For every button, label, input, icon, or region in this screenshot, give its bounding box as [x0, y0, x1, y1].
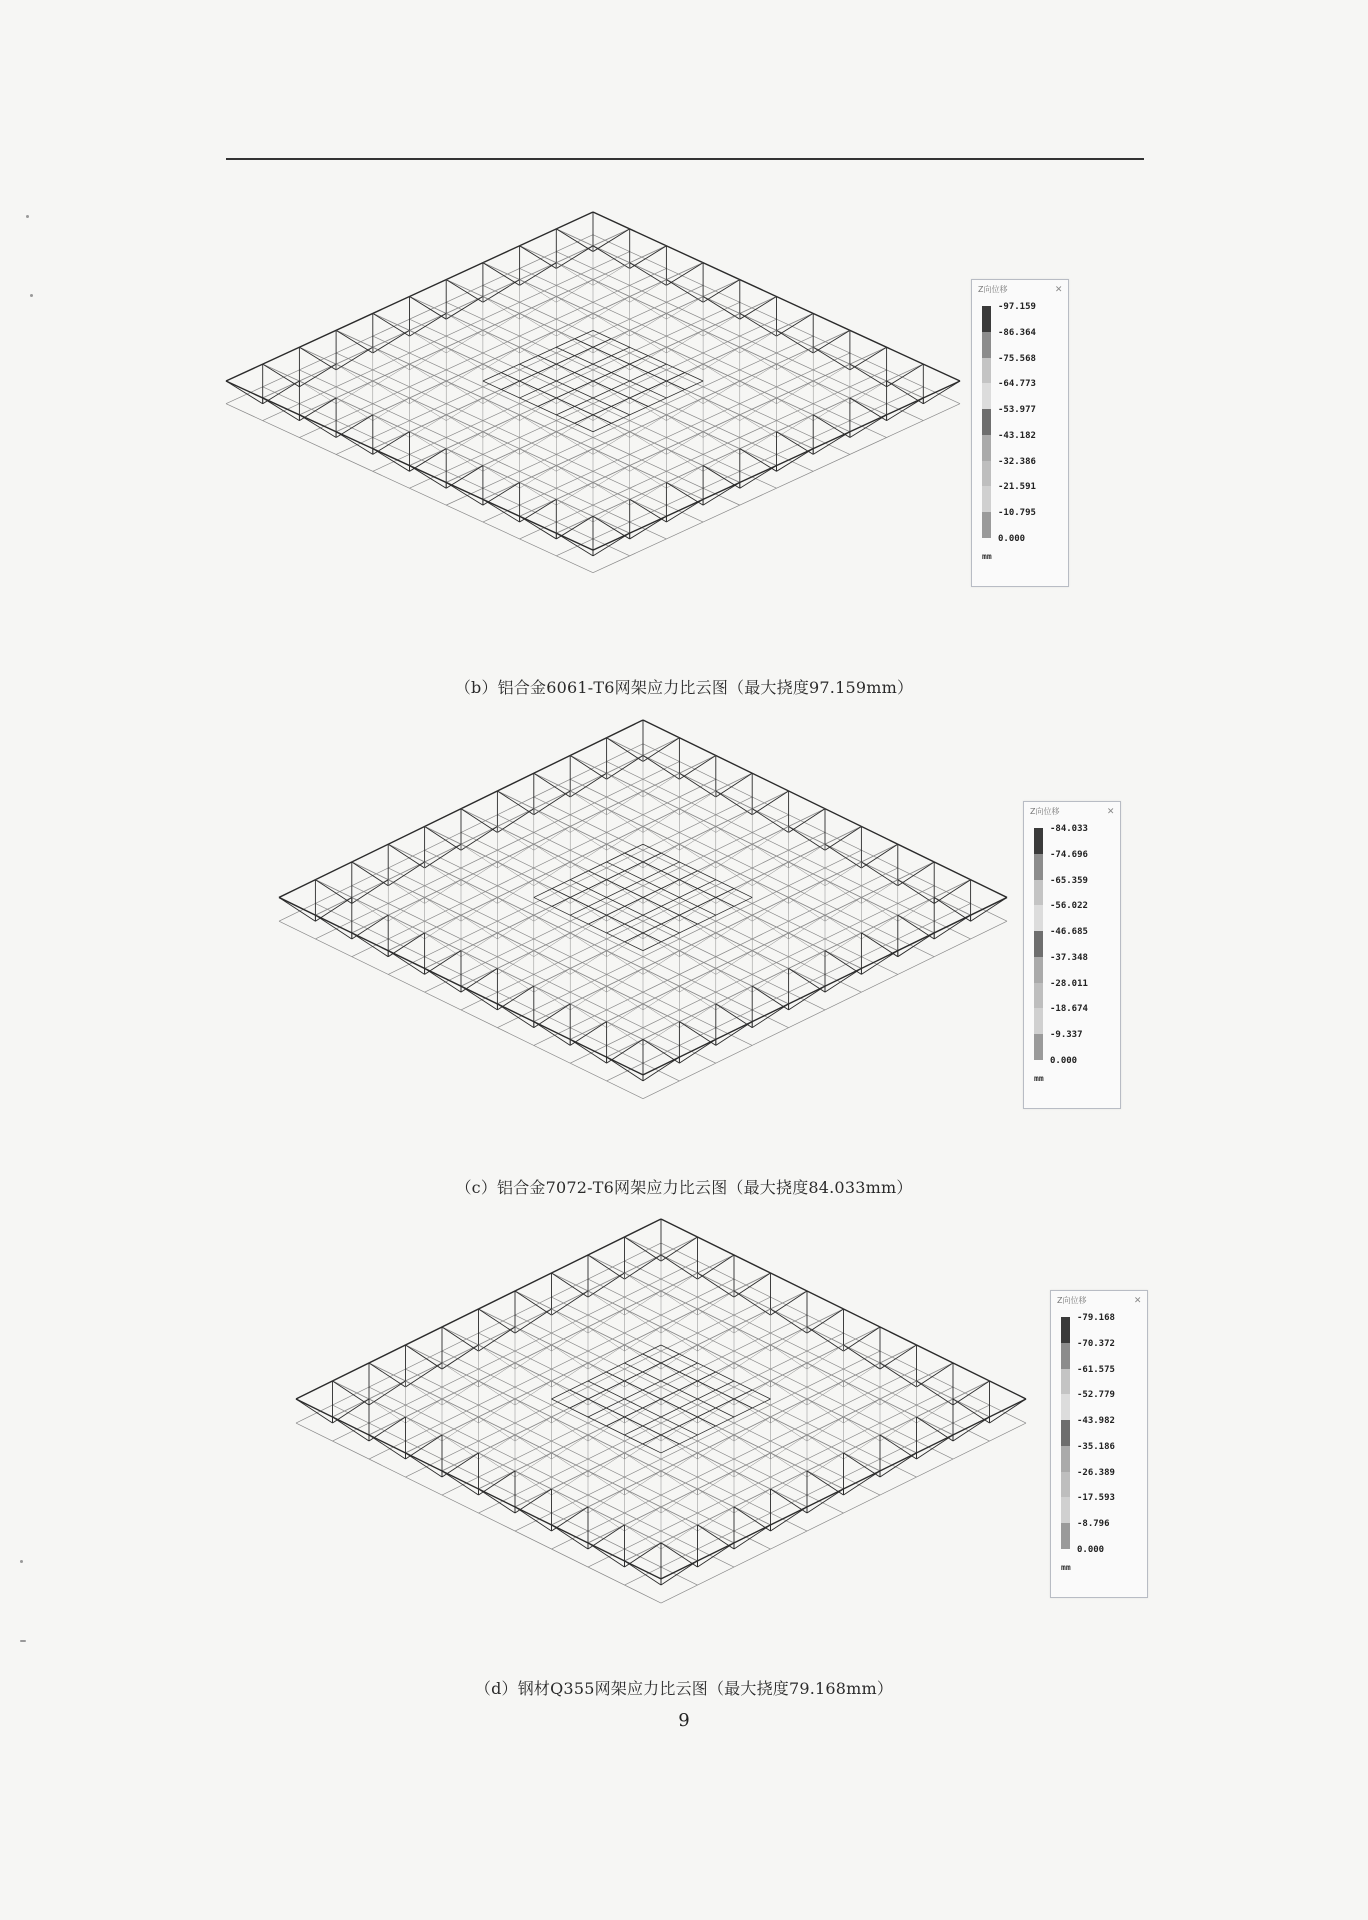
color-swatch — [982, 332, 991, 358]
web-member — [296, 1399, 333, 1423]
color-swatch — [982, 306, 991, 332]
web-member — [844, 1327, 881, 1351]
legend-value: -75.568 — [998, 353, 1036, 364]
scan-speck — [20, 1640, 26, 1642]
color-swatch — [1061, 1343, 1070, 1369]
color-swatch — [1034, 905, 1043, 931]
color-scale-bar — [1034, 828, 1043, 1060]
legend-value: -61.575 — [1077, 1364, 1115, 1375]
legend-unit: mm — [982, 552, 992, 561]
color-swatch — [1061, 1446, 1070, 1472]
color-swatch — [982, 409, 991, 435]
web-member — [703, 280, 740, 303]
web-member — [497, 791, 533, 815]
web-member — [483, 263, 520, 286]
legend-value: -64.773 — [998, 379, 1036, 390]
color-swatch — [982, 486, 991, 512]
web-member — [789, 809, 825, 833]
web-member — [971, 897, 1007, 921]
legend-value: -46.685 — [1050, 927, 1088, 938]
legend-value: -28.011 — [1050, 978, 1088, 989]
web-member — [752, 791, 788, 815]
web-member — [771, 1291, 808, 1315]
web-member — [880, 1345, 917, 1369]
web-member — [607, 738, 643, 762]
legend-value: -52.779 — [1077, 1390, 1115, 1401]
legend-title: Z向位移 — [1030, 807, 1060, 816]
legend-value: -56.022 — [1050, 901, 1088, 912]
legend-value: -21.591 — [998, 482, 1036, 493]
color-swatch — [982, 461, 991, 487]
legend-value: -43.982 — [1077, 1416, 1115, 1427]
legend-value: -26.389 — [1077, 1467, 1115, 1478]
web-member — [352, 862, 388, 886]
legend-value: -74.696 — [1050, 849, 1088, 860]
color-swatch — [982, 435, 991, 461]
color-swatch — [1034, 983, 1043, 1009]
color-scale-bar — [1061, 1317, 1070, 1549]
color-swatch — [1061, 1394, 1070, 1420]
legend-value: -32.386 — [998, 456, 1036, 467]
legend-unit: mm — [1034, 1074, 1044, 1083]
color-swatch — [1061, 1369, 1070, 1395]
web-member — [534, 773, 570, 797]
web-member — [679, 755, 715, 779]
web-member — [406, 1345, 443, 1369]
web-member — [887, 364, 924, 387]
legend-value: 0.000 — [1077, 1545, 1105, 1555]
close-icon[interactable]: ✕ — [1134, 1293, 1141, 1306]
figure-caption-b: （b）铝合金6061-T6网架应力比云图（最大挠度97.159mm） — [454, 678, 914, 697]
web-member — [698, 1255, 735, 1279]
color-swatch — [1061, 1523, 1070, 1549]
legend-value: -9.337 — [1050, 1030, 1083, 1041]
color-swatch — [1061, 1497, 1070, 1523]
legend-value: 0.000 — [1050, 1056, 1078, 1066]
truss-model-b — [222, 208, 964, 620]
web-member — [226, 381, 263, 404]
truss-model-c — [275, 716, 1011, 1148]
legend-title: Z向位移 — [978, 285, 1008, 294]
page-number: 9 — [678, 1710, 690, 1731]
color-scale-bar — [982, 306, 991, 538]
legend-value: -86.364 — [998, 327, 1036, 338]
web-member — [625, 1237, 662, 1261]
web-member — [740, 297, 777, 320]
web-member — [556, 229, 593, 252]
legend-value: -18.674 — [1050, 1004, 1088, 1015]
web-member — [813, 330, 850, 353]
web-member — [263, 364, 300, 387]
legend-value: 0.000 — [998, 534, 1026, 544]
web-member — [520, 246, 557, 269]
web-member — [279, 897, 315, 921]
legend-panel-b — [971, 279, 1069, 587]
color-swatch — [1034, 957, 1043, 983]
web-member — [666, 263, 703, 286]
web-member — [953, 1381, 990, 1405]
color-swatch — [1034, 828, 1043, 854]
web-member — [299, 347, 336, 370]
color-swatch — [1061, 1317, 1070, 1343]
legend-unit: mm — [1061, 1563, 1071, 1572]
legend-value: -53.977 — [998, 405, 1036, 416]
web-member — [990, 1399, 1027, 1423]
legend-value: -70.372 — [1077, 1338, 1115, 1349]
legend-panel-c — [1023, 801, 1121, 1109]
truss-model-d — [292, 1215, 1030, 1653]
legend-title: Z向位移 — [1057, 1296, 1087, 1305]
color-swatch — [1034, 1008, 1043, 1034]
web-member — [734, 1273, 771, 1297]
web-member — [425, 826, 461, 850]
web-member — [630, 246, 667, 269]
scan-speck — [30, 294, 33, 297]
legend-value: -79.168 — [1077, 1313, 1115, 1323]
legend-value: -84.033 — [1050, 824, 1088, 834]
color-swatch — [982, 358, 991, 384]
legend-value: -65.359 — [1050, 875, 1088, 886]
web-member — [461, 809, 497, 833]
close-icon[interactable]: ✕ — [1055, 282, 1062, 295]
web-member — [934, 880, 970, 904]
web-member — [369, 1363, 406, 1387]
scan-speck — [20, 1560, 23, 1563]
web-member — [446, 280, 483, 303]
figure-caption-c: （c）铝合金7072-T6网架应力比云图（最大挠度84.033mm） — [455, 1178, 913, 1197]
web-member — [373, 313, 410, 336]
web-member — [661, 1237, 698, 1261]
web-member — [825, 826, 861, 850]
figure-caption-d: （d）钢材Q355网架应力比云图（最大挠度79.168mm） — [474, 1679, 894, 1698]
web-member — [807, 1309, 844, 1333]
header-rule — [226, 158, 1144, 160]
legend-value: -37.348 — [1050, 952, 1088, 963]
color-swatch — [982, 383, 991, 409]
color-swatch — [1034, 854, 1043, 880]
legend-value: -43.182 — [998, 430, 1036, 441]
web-member — [850, 347, 887, 370]
legend-value: -97.159 — [998, 302, 1036, 312]
legend-value: -8.796 — [1077, 1519, 1110, 1530]
web-member — [333, 1381, 370, 1405]
web-member — [515, 1291, 552, 1315]
web-member — [442, 1327, 479, 1351]
web-member — [923, 381, 960, 404]
color-swatch — [1061, 1420, 1070, 1446]
color-swatch — [982, 512, 991, 538]
web-member — [570, 755, 606, 779]
web-member — [777, 313, 814, 336]
web-member — [388, 844, 424, 868]
legend-value: -35.186 — [1077, 1441, 1115, 1452]
web-member — [917, 1363, 954, 1387]
scan-speck — [26, 215, 29, 218]
color-swatch — [1034, 931, 1043, 957]
web-member — [861, 844, 897, 868]
web-member — [315, 880, 351, 904]
web-member — [588, 1255, 625, 1279]
legend-panel-d — [1050, 1290, 1148, 1598]
web-member — [552, 1273, 589, 1297]
close-icon[interactable]: ✕ — [1107, 804, 1114, 817]
legend-value: -10.795 — [998, 508, 1036, 519]
web-member — [643, 738, 679, 762]
web-member — [479, 1309, 516, 1333]
web-member — [410, 297, 447, 320]
color-swatch — [1061, 1472, 1070, 1498]
legend-value: -17.593 — [1077, 1493, 1115, 1504]
color-swatch — [1034, 1034, 1043, 1060]
web-member — [716, 773, 752, 797]
web-member — [593, 229, 630, 252]
web-member — [336, 330, 373, 353]
color-swatch — [1034, 880, 1043, 906]
web-member — [898, 862, 934, 886]
